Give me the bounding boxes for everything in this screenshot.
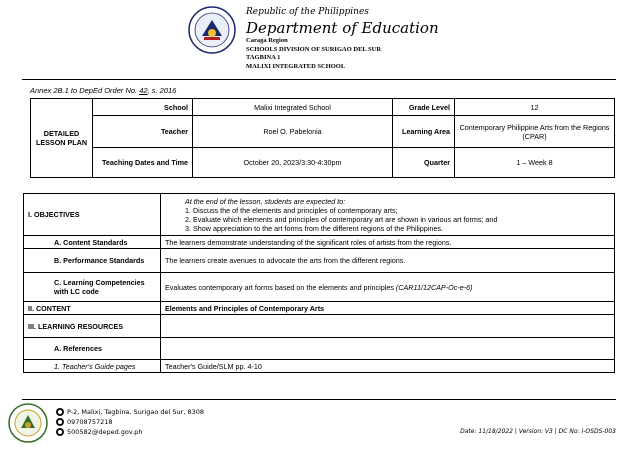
lesson-info-table bbox=[30, 98, 615, 178]
references-value bbox=[161, 338, 615, 360]
phone-icon bbox=[56, 418, 64, 426]
resources-label: III. LEARNING RESOURCES bbox=[24, 315, 161, 338]
dlp-title: DETAILED LESSON PLAN bbox=[31, 99, 93, 178]
guide-pages-label: 1. Teacher's Guide pages bbox=[24, 360, 161, 373]
competencies-value bbox=[161, 273, 615, 302]
header-divider bbox=[22, 79, 616, 80]
competencies-text: Evaluates contemporary art forms based on the elements and principles bbox=[165, 282, 396, 292]
district-text: TAGBINA 1 bbox=[246, 54, 281, 61]
region-text: Caraga Region bbox=[246, 37, 288, 44]
objective-item: 2. Evaluate which elements and principles of contemporary art are shown in various art forms; and bbox=[185, 214, 498, 224]
deped-seal-icon bbox=[188, 6, 236, 54]
area-value: Contemporary Philippine Arts from the Regions (CPAR) bbox=[455, 116, 615, 148]
objective-item: 1. Discuss the of the elements and principles of contemporary arts; bbox=[185, 205, 398, 215]
grade-value: 12 bbox=[455, 99, 615, 116]
objectives-cell bbox=[161, 194, 615, 236]
school-label: School bbox=[93, 99, 193, 116]
dates-value: October 20, 2023/3:30-4:30pm bbox=[193, 148, 393, 178]
objectives-intro: At the end of the lesson, students are expected to: bbox=[185, 196, 346, 206]
resources-value bbox=[161, 315, 615, 338]
objective-item: 3. Show appreciation to the art forms from the different regions of the Philippines. bbox=[185, 223, 443, 233]
teacher-value: Roel O. Pabelonia bbox=[193, 116, 393, 148]
annex-prefix: Annex 2B.1 to DepEd Order No. bbox=[30, 86, 140, 95]
email-icon bbox=[56, 428, 64, 436]
footer-divider bbox=[22, 399, 616, 400]
school-value: Malixi Integrated School bbox=[193, 99, 393, 116]
document-control-info: Date: 11/18/2022 | Version: V3 | DC No: I-OSDS-003 bbox=[460, 428, 616, 435]
annex-suffix: , s. 2016 bbox=[147, 86, 177, 95]
department-title: Department of Education bbox=[246, 19, 439, 37]
school-seal-icon bbox=[8, 403, 48, 443]
grade-label: Grade Level bbox=[393, 99, 455, 116]
content-standards-label: A. Content Standards bbox=[24, 236, 161, 249]
objectives-label: I. OBJECTIVES bbox=[24, 194, 161, 236]
references-label: A. References bbox=[24, 338, 161, 360]
performance-standards-value: The learners create avenues to advocate the arts from the different regions. bbox=[161, 249, 615, 273]
competencies-code: (CAR11/12CAP-Oc-e-6) bbox=[395, 282, 473, 292]
content-label: II. CONTENT bbox=[24, 302, 161, 315]
republic-text: Republic of the Philippines bbox=[246, 7, 369, 17]
footer-phone: 09708757218 bbox=[67, 418, 113, 426]
guide-pages-value: Teacher's Guide/SLM pp. 4-10 bbox=[161, 360, 615, 373]
content-value: Elements and Principles of Contemporary Arts bbox=[161, 302, 615, 315]
performance-standards-label: B. Performance Standards bbox=[24, 249, 161, 273]
teacher-label: Teacher bbox=[93, 116, 193, 148]
competencies-label: C. Learning Competencies with LC code bbox=[24, 273, 161, 302]
footer-email[interactable]: 500582@deped.gov.ph bbox=[67, 428, 143, 436]
content-standards-value: The learners demonstrate understanding of the significant roles of artists from the regions. bbox=[161, 236, 615, 249]
school-text: MALIXI INTEGRATED SCHOOL bbox=[246, 62, 346, 70]
letterhead bbox=[0, 0, 638, 80]
annex-reference bbox=[30, 86, 176, 95]
quarter-value: 1 – Week 8 bbox=[455, 148, 615, 178]
annex-number: 42 bbox=[139, 86, 148, 95]
location-icon bbox=[56, 408, 64, 416]
footer-contact bbox=[56, 407, 204, 437]
dates-label: Teaching Dates and Time bbox=[93, 148, 193, 178]
area-label: Learning Area bbox=[393, 116, 455, 148]
quarter-label: Quarter bbox=[393, 148, 455, 178]
division-text: SCHOOLS DIVISION OF SURIGAO DEL SUR bbox=[246, 45, 382, 53]
footer-address: P-2, Malixi, Tagbina, Surigao del Sur, 8308 bbox=[67, 408, 205, 416]
lesson-plan-table bbox=[23, 193, 615, 373]
